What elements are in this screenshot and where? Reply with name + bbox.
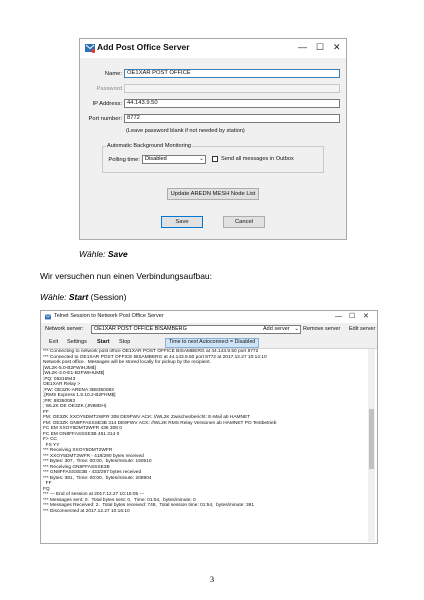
console-line: FM: OE3ZK XXOY5DMT2WFR 308 DE9FWV ACK: //WL2K Zwischenbericht: E-Mail ab HAMNET [43,415,251,420]
close-button[interactable]: ✕ [363,313,369,320]
console-line: FC EM XXOY5DMT2WFR 436 308 0 [43,426,122,431]
add-post-office-server-dialog [79,38,347,240]
console-line: FS YY [43,442,60,448]
console-line: *** Messages Received: 2. Total bytes received: 748, Total session time: 01:54, bytes/minute: 391 [43,503,255,508]
waehle-save-line [79,249,128,259]
console-line: *** --- End of session at 2017.12.27 10:16:05 --- [43,492,145,497]
port-number-label: Port number: [88,116,122,122]
edit-server-button[interactable]: Edit server [349,326,376,332]
menu-settings[interactable]: Settings [67,339,87,345]
console-line: *** Bytes: 307, Time: 00:00, bytes/minute: 150510 [43,459,152,464]
password-hint: (Leave password blank if not needed by station) [126,128,245,134]
name-label: Name: [104,71,122,77]
ip-address-label: IP Address: [92,101,122,107]
console-line: *** Receiving XXOY5DMT2WFR [43,448,113,453]
console-line: FC EM GN8FFASSSE3B 451 314 0 [43,431,120,437]
network-server-label: Network server: [45,326,84,332]
save-button[interactable]: Save [161,216,203,228]
console-line: ; WL2K DE OE3ZK (JN88DH) [43,404,107,409]
chevron-down-icon: ⌄ [198,156,204,162]
console-line: Network post office. Messages will be stored locally for pickup by the recipient. [43,360,211,365]
send-all-checkbox[interactable] [212,156,218,162]
dialog-body [80,58,346,239]
session-console[interactable] [43,349,367,542]
save-emphasis: Save [107,249,128,259]
telnet-session-window [40,310,378,544]
maximize-button[interactable]: ☐ [316,42,325,52]
password-label: Password [96,86,122,92]
console-line: *** Connected to OE1XAR POST OFFICE BISAMBERG at 44.143.9.50 port 8772 at 2017.12.27 10:14:10 [43,354,267,360]
close-button[interactable]: ✕ [333,42,341,52]
scrollbar-thumb[interactable] [369,409,374,469]
console-line: *** Messages sent: 0. Total bytes sent: 0, Time: 01:54, bytes/minute: 0 [43,497,196,503]
app-icon [45,314,51,320]
console-line: *** GN8FFASSSE3B - 433/297 bytes received [43,470,142,475]
autoconnect-status: Time to next Autoconnect = Disabled [165,338,259,348]
add-server-button[interactable]: Add server [263,326,290,332]
name-field[interactable]: OE1XAR POST OFFICE [124,69,340,78]
port-number-field[interactable]: 8772 [124,114,340,123]
menu-stop[interactable]: Stop [119,339,131,345]
console-line: ;[RMS Express 1.5.10.2-B2FHM$] [43,393,116,398]
maximize-button[interactable]: ☐ [349,313,356,320]
console-line: *** Receiving GN8FFASSSE3B [43,464,110,470]
console-line: F> CC [43,437,57,442]
dialog-titlebar [80,39,346,57]
console-line: ;FW: OE3ZK-ARENA 3B8350083 [43,387,114,393]
console-line: [WL2K-5.0-B2FWIHJM$] [43,365,96,371]
dialog-title: Add Post Office Server [97,42,190,52]
group-title: Automatic Background Monitoring [107,143,191,149]
session-suffix: (Session) [88,292,127,302]
menu-exit[interactable]: Exit [49,339,59,345]
menu-bar [41,337,377,349]
console-line: *** Disconnected at 2017.12.27 10:16:10 [43,508,130,514]
console-line: OE1XAR Relay > [43,382,81,387]
connection-paragraph: Wir versuchen nun einen Verbindungsaufbau: [40,271,213,281]
cancel-button[interactable]: Cancel [223,216,265,228]
waehle-start-line [40,292,126,302]
waehle-prefix: Wähle: [79,249,108,259]
ip-address-field[interactable]: 44.143.9.50 [124,99,340,108]
send-all-label: Send all messages in Outbox [221,156,294,162]
console-line: *** Connecting to network post office OE1XAR POST OFFICE BISAMBERG at 44.143.9.50 port 8772 [43,349,259,354]
console-line: FQ [43,486,50,492]
start-emphasis: Start [68,292,89,302]
console-scrollbar[interactable] [368,349,375,542]
polling-time-value: Disabled [145,156,167,162]
console-line: ;PR: 88350083 [43,398,76,404]
app-icon [85,43,95,53]
waehle-prefix-2: Wähle: [40,292,69,302]
remove-server-button[interactable]: Remove server [303,326,341,332]
polling-time-label: Polling time: [108,157,140,163]
update-node-list-button[interactable]: Update AREDN MESH Node List [167,188,259,200]
chevron-down-icon: ⌄ [294,326,299,332]
console-line: *** Bytes: 381, Time: 00:00, bytes/minute: 208904 [43,475,152,481]
password-field[interactable] [124,84,340,93]
console-line: *** XXOY5DMT2WFR - 418/290 bytes received [43,453,144,459]
polling-time-select[interactable] [142,155,206,164]
console-line: FF [43,481,52,486]
console-line: FM: OE3ZK GN8FFASSSE3B 314 DE9FWV ACK: //WL2K RMS Relay Versionen ab HAMNET PO Testbetrieb [43,420,277,426]
window-title: Telnet Session to Network Post Office Server [54,313,164,319]
minimize-button[interactable]: — [335,313,342,320]
server-toolbar [41,323,377,337]
console-line: FF [43,409,49,415]
menu-start[interactable]: Start [97,339,110,345]
network-server-value: OE1XAR POST OFFICE BISAMBERG [94,326,187,332]
minimize-button[interactable]: — [298,42,307,52]
console-line: [WL2K-3.0-E1-B2FWIHUM$] [43,371,105,376]
window-titlebar [41,311,377,323]
console-line: ;PQ: 05316943 [43,376,76,382]
page-number: 3 [209,574,215,584]
